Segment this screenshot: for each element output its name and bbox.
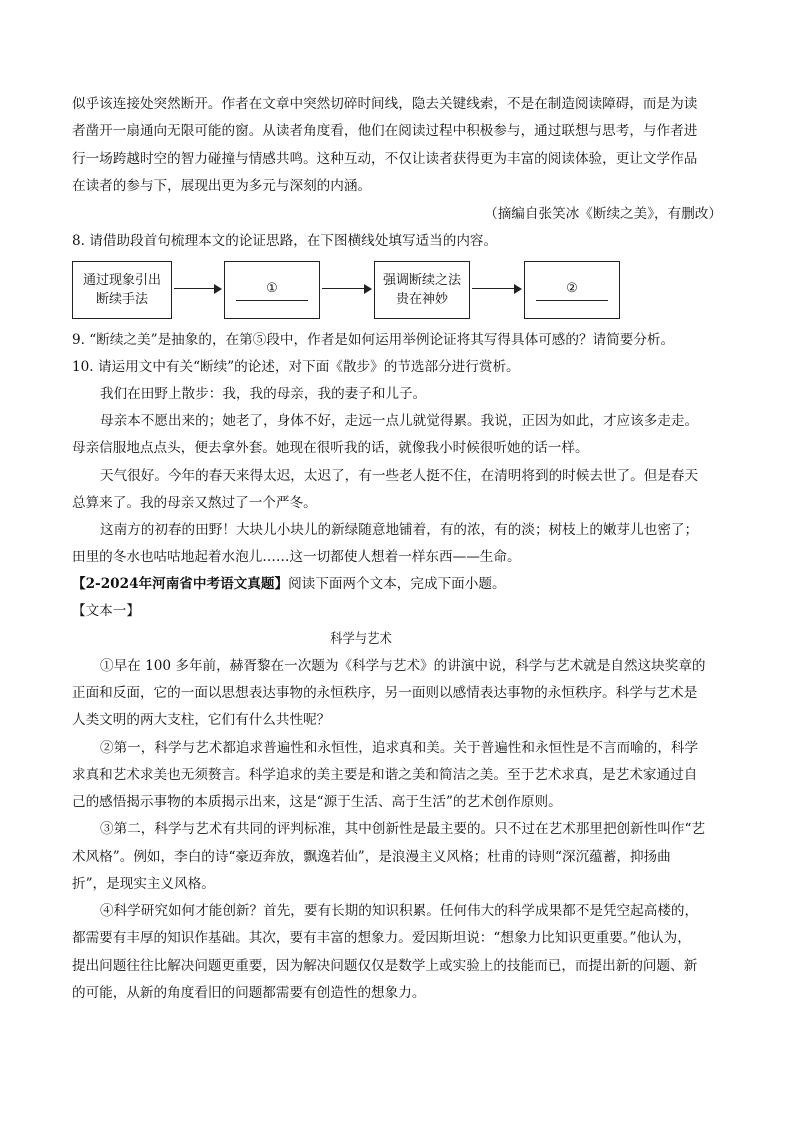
answer-blank[interactable]	[236, 300, 308, 301]
text-one-label: 【文本一】	[72, 603, 140, 619]
flow-box-4[interactable]	[524, 261, 620, 319]
question-9: 9. “断续之美”是抽象的，在第⑤段中，作者是如何运用举例论证将其写得具体可感的？请简要分析。	[72, 332, 675, 348]
question-10: 10. 请运用文中有关“断续”的论述，对下面《散步》的节选部分进行赏析。	[72, 359, 520, 375]
excerpt-line: 母亲本不愿出来的；她老了，身体不好，走远一点儿就觉得累。我说，正因为如此，才应该多走走。	[100, 413, 699, 429]
article-line: ①早在 100 多年前，赫胥黎在一次题为《科学与艺术》的讲演中说，科学与艺术就是自然这块奖章的	[100, 658, 706, 674]
excerpt-line: 这南方的初春的田野！大块儿小块儿的新绿随意地铺着，有的浓，有的淡；树枝上的嫩芽儿也密了；	[100, 522, 699, 538]
arrow-icon	[472, 284, 522, 294]
article-line: 正面和反面，它的一面以思想表达事物的永恒秩序，另一面则以感情表达事物的永恒秩序。科学与艺术是	[72, 685, 698, 701]
arrow-icon	[322, 284, 372, 294]
excerpt-line: 天气很好。今年的春天来得太迟，太迟了，有一些老人挺不住，在清明将到的时候去世了。但是春天	[100, 468, 699, 484]
section-heading	[72, 574, 506, 594]
article-line: 己的感悟揭示事物的本质揭示出来，这是“源于生活、高于生活”的艺术创作原则。	[72, 794, 562, 810]
flow-box-text: 贵在神妙	[395, 292, 448, 307]
article-line: ②第一，科学与艺术都追求普遍性和永恒性，追求真和美。关于普遍性和永恒性是不言而喻的，科学	[100, 740, 699, 756]
article-line: ③第二，科学与艺术有共同的评判标准，其中创新性是最主要的。只不过在艺术那里把创新性叫作“艺	[100, 821, 706, 837]
flow-box-text: 断续手法	[95, 292, 148, 307]
blank-marker: ②	[566, 281, 578, 296]
article-line: 提出问题往往比解决问题更重要，因为解决问题仅仅是数学上或实验上的技能而已，而提出新的问题、新	[72, 958, 698, 974]
blank-marker: ①	[266, 281, 278, 296]
flow-box-1	[72, 261, 172, 319]
flow-box-text: 通过现象引出	[82, 273, 161, 288]
source-note: （摘编自张笑冰《断续之美》，有删改）	[484, 206, 722, 222]
section-source: 【2-2024年河南省中考语文真题】	[72, 576, 289, 592]
article-line: ④科学研究如何才能创新？首先，要有长期的知识积累。任何伟大的科学成果都不是凭空起高楼的，	[100, 903, 699, 919]
flow-box-2[interactable]	[224, 261, 320, 319]
article-line: 的可能，从新的角度看旧的问题都需要有创造性的想象力。	[72, 985, 426, 1001]
paragraph-line: 行一场跨越时空的智力碰撞与情感共鸣。这种互动，不仅让读者获得更为丰富的阅读体验，更让文学作品	[72, 151, 698, 167]
excerpt-line: 田里的冬水也咕咕地起着水泡儿……这一切都使人想着一样东西——生命。	[72, 549, 521, 565]
flow-box-3	[374, 261, 470, 319]
flow-box-text: 强调断续之法	[382, 273, 461, 288]
article-line: 求真和艺术求美也无须赘言。科学追求的美主要是和谐之美和简洁之美。至于艺术求真，是艺术家通过自	[72, 767, 698, 783]
excerpt-line: 总算来了。我的母亲又熬过了一个严冬。	[72, 495, 317, 511]
paragraph-line: 在读者的参与下，展现出更为多元与深刻的内涵。	[72, 178, 372, 194]
article-line: 折”，是现实主义风格。	[72, 876, 215, 892]
section-instruction: 阅读下面两个文本，完成下面小题。	[288, 576, 506, 592]
paragraph-line: 似乎该连接处突然断开。作者在文章中突然切碎时间线，隐去关键线索，不是在制造阅读障碍，而是为读	[72, 96, 698, 112]
article-line: 都需要有丰厚的知识作基础。其次，要有丰富的想象力。爱因斯坦说：“想象力比知识更重要。”他认为，	[72, 930, 691, 946]
answer-blank[interactable]	[536, 300, 608, 301]
article-line: 人类文明的两大支柱，它们有什么共性呢？	[72, 712, 331, 728]
excerpt-line: 我们在田野上散步：我，我的母亲，我的妻子和儿子。	[100, 386, 427, 402]
article-line: 术风格”。例如，李白的诗“豪迈奔放，飘逸若仙”，是浪漫主义风格；杜甫的诗则“深沉蕴蓄，抑扬曲	[72, 849, 671, 865]
excerpt-line: 母亲信服地点点头，便去拿外套。她现在很听我的话，就像我小时候很听她的话一样。	[72, 440, 589, 456]
article-title: 科学与艺术	[330, 631, 392, 647]
paragraph-line: 者凿开一扇通向无限可能的窗。从读者角度看，他们在阅读过程中积极参与，通过联想与思考，与作者进	[72, 123, 698, 139]
arrow-icon	[174, 284, 222, 294]
question-8: 8. 请借助段首句梳理本文的论证思路，在下图横线处填写适当的内容。	[72, 233, 498, 249]
